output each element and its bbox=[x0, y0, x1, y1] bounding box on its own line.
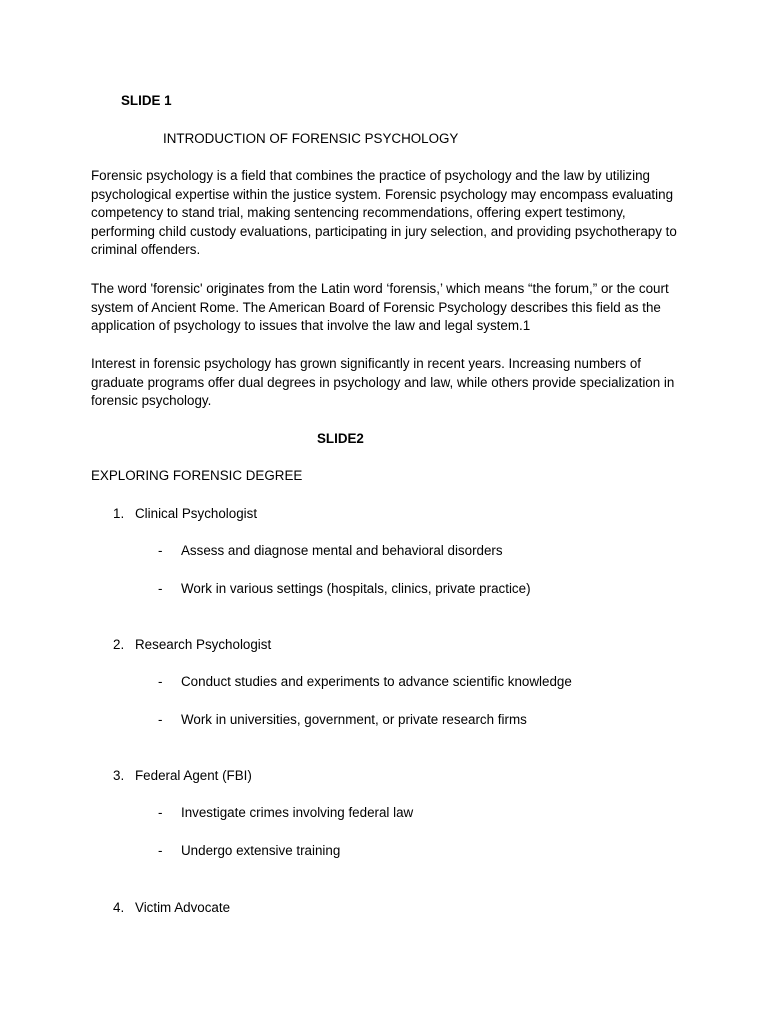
intro-paragraph-2: The word 'forensic' originates from the Latin word ‘forensis,’ which means “the forum,” or the court system of Ancient Rome. The American Board of Forensic Psychology describes this field as the application of psychology to issues that involve the law and legal system.1 bbox=[91, 281, 669, 334]
intro-paragraph-3: Interest in forensic psychology has grown significantly in recent years. Increasing numbers of graduate programs offer dual degrees in psychology and law, while others provide specialization in forensic psychology. bbox=[91, 356, 675, 409]
career-title: Federal Agent (FBI) bbox=[135, 768, 252, 783]
slide-2-heading: EXPLORING FORENSIC DEGREE bbox=[91, 468, 303, 483]
bullet-dash: - bbox=[158, 712, 163, 727]
bullet-dash: - bbox=[158, 674, 163, 689]
slide-1-title: INTRODUCTION OF FORENSIC PSYCHOLOGY bbox=[163, 131, 459, 146]
bullet-text: Investigate crimes involving federal law bbox=[181, 805, 414, 820]
bullet-text: Conduct studies and experiments to advance scientific knowledge bbox=[181, 674, 572, 689]
career-title: Research Psychologist bbox=[135, 637, 272, 652]
bullet-dash: - bbox=[158, 581, 163, 596]
bullet-dash: - bbox=[158, 543, 163, 558]
bullet-dash: - bbox=[158, 805, 163, 820]
bullet-text: Work in various settings (hospitals, clinics, private practice) bbox=[181, 581, 531, 596]
bullet-text: Assess and diagnose mental and behavioral disorders bbox=[181, 543, 503, 558]
list-number: 1. bbox=[113, 506, 125, 521]
bullet-text: Work in universities, government, or private research firms bbox=[181, 712, 527, 727]
slide-1-label: SLIDE 1 bbox=[121, 93, 172, 108]
list-number: 4. bbox=[113, 900, 125, 915]
intro-paragraph-1: Forensic psychology is a field that combines the practice of psychology and the law by utilizing psychological expertise within the justice system. Forensic psychology may encompass evaluating competency to stand trial, making sentencing recommendations, offering expert testimony, performing child custody evaluations, participating in jury selection, and providing psychotherapy to criminal offenders. bbox=[91, 168, 677, 258]
list-number: 2. bbox=[113, 637, 125, 652]
list-number: 3. bbox=[113, 768, 125, 783]
slide-2-label: SLIDE2 bbox=[317, 431, 364, 446]
bullet-dash: - bbox=[158, 843, 163, 858]
career-title: Victim Advocate bbox=[135, 900, 231, 915]
bullet-text: Undergo extensive training bbox=[181, 843, 341, 858]
career-title: Clinical Psychologist bbox=[135, 506, 258, 521]
